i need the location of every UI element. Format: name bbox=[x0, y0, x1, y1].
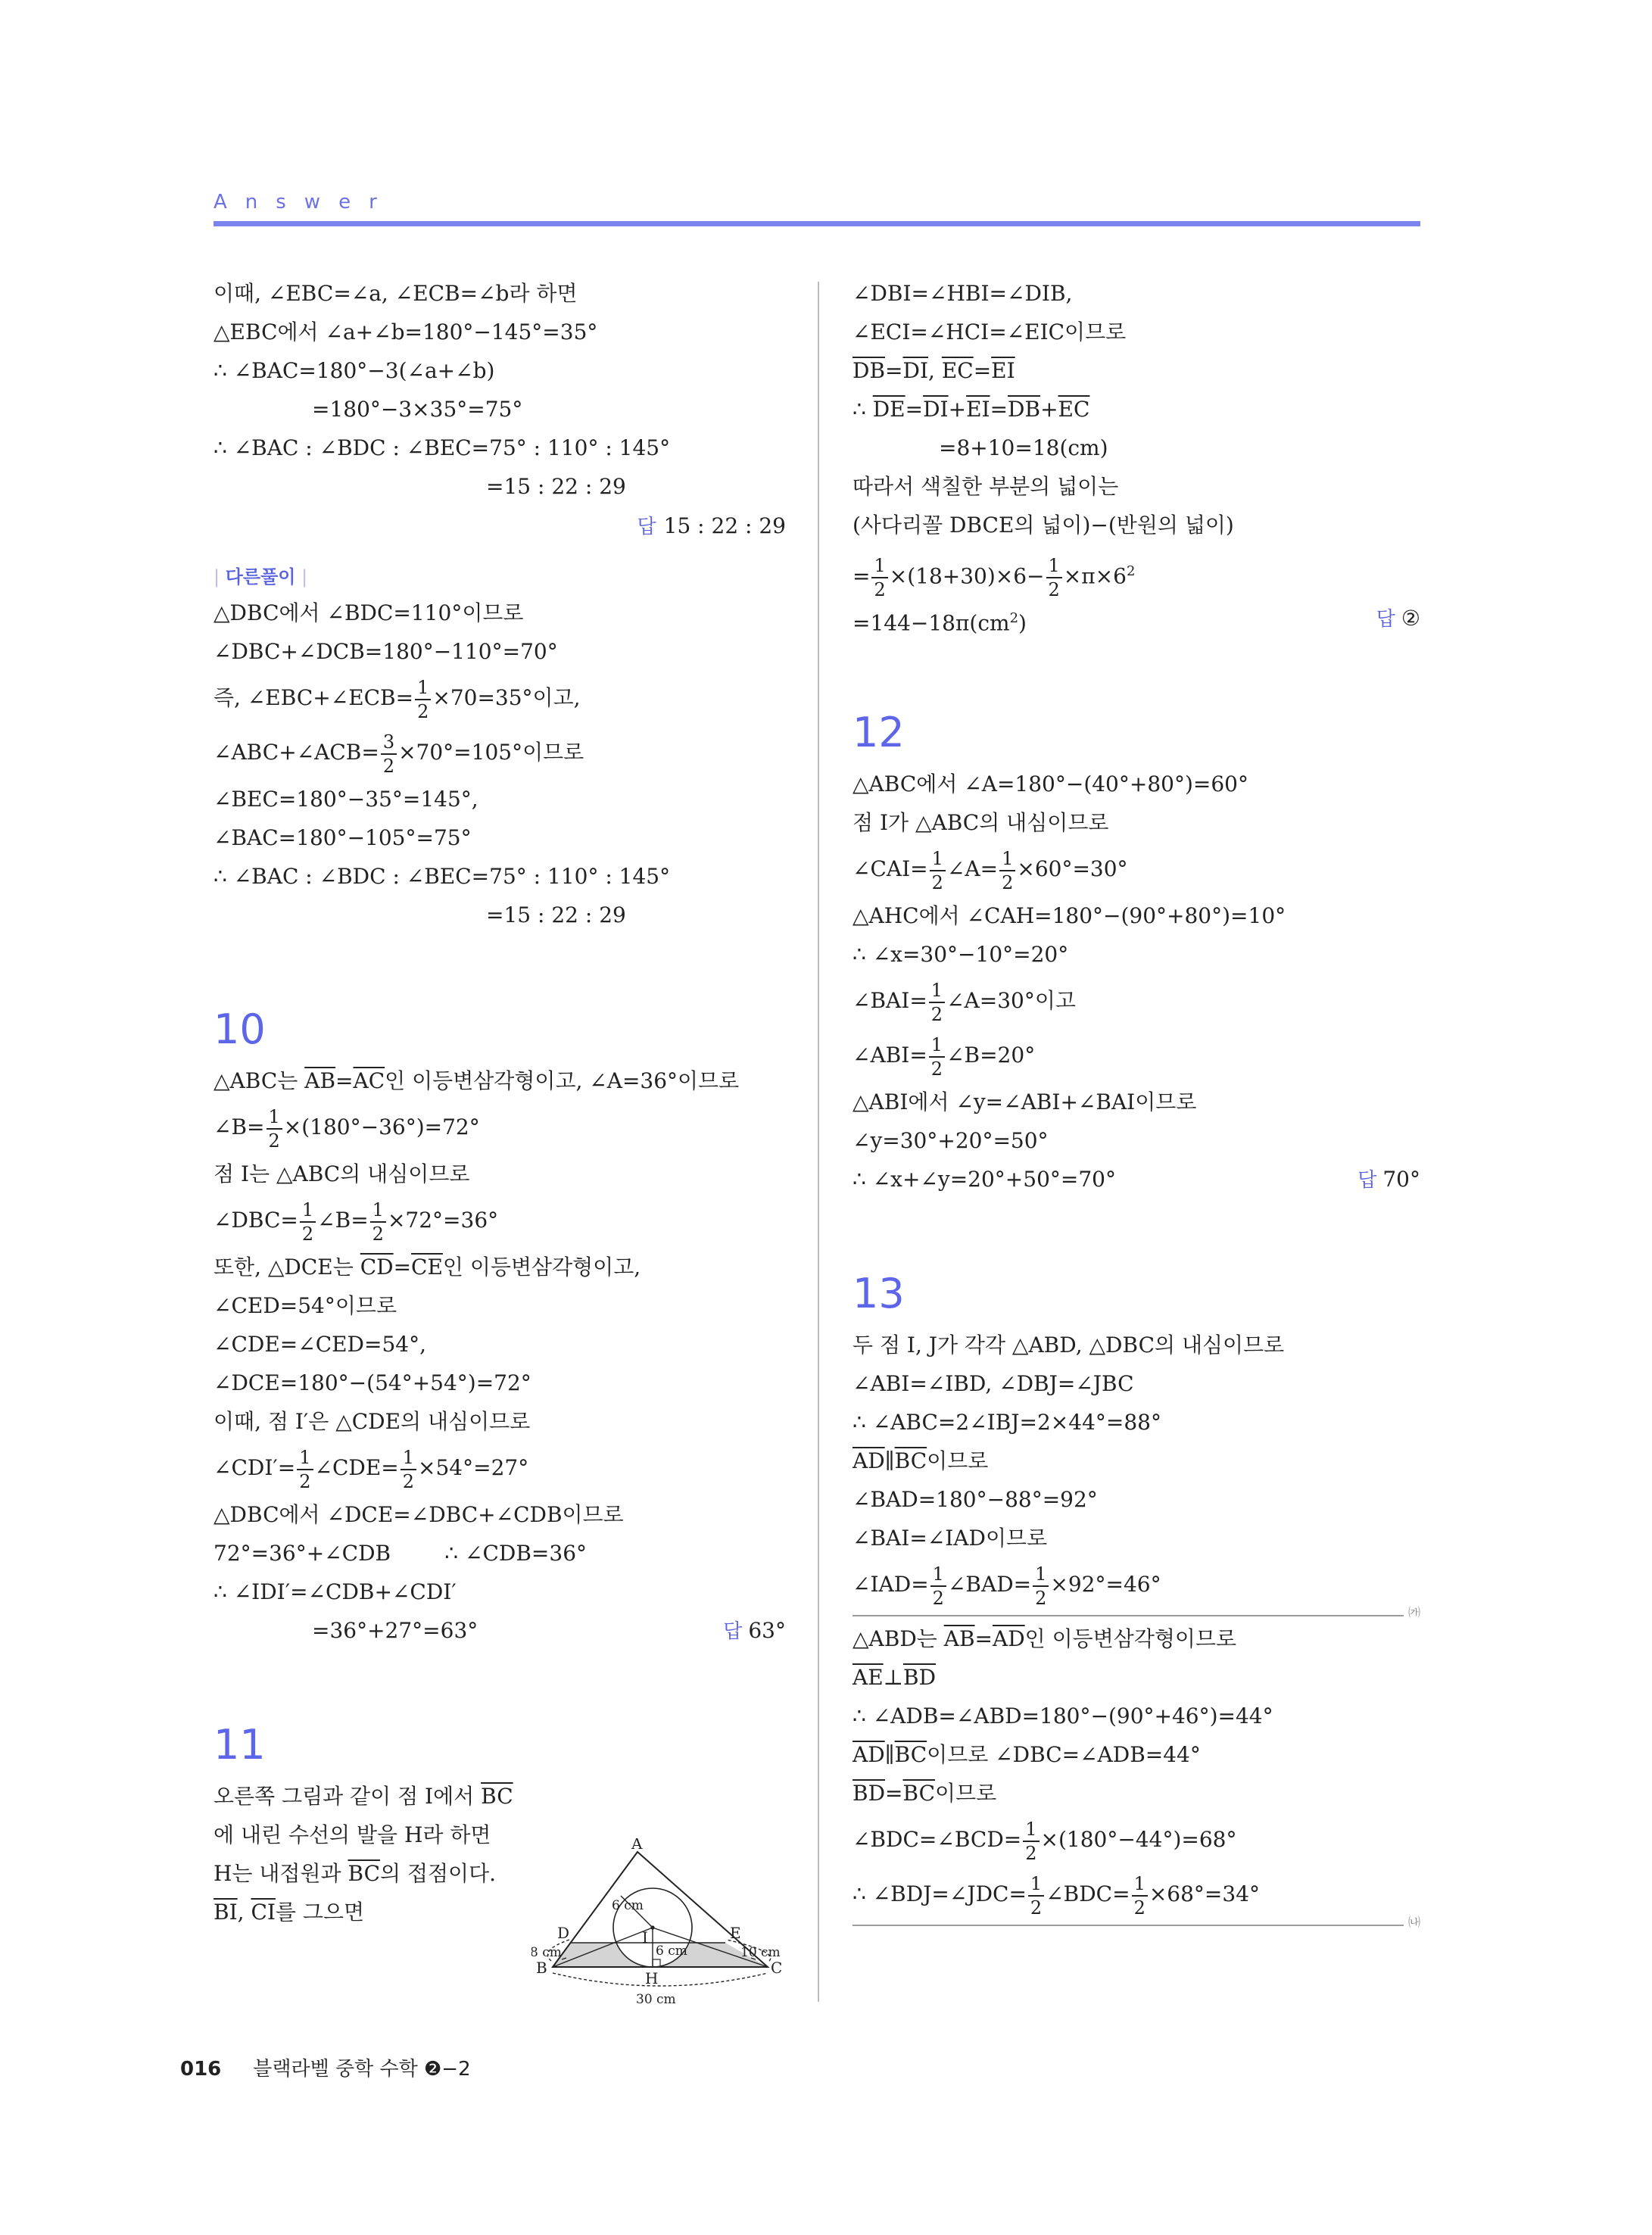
text-line: ∠DBI=∠HBI=∠DIB, bbox=[852, 281, 1073, 306]
text-line: ∠DBC= $\frac{1}{2}$ ∠B= $\frac{1}{2}$ ×72°=36° bbox=[214, 1199, 499, 1245]
text-line: ∠B= $\frac{1}{2}$ ×(180°−36°)=72° bbox=[214, 1105, 480, 1152]
answer-value: 15 : 22 : 29 bbox=[663, 513, 786, 538]
text-line: 오른쪽 그림과 같이 점 I에서 $\overline{BC}$ bbox=[214, 1784, 513, 1809]
text-line: ∠BAD=180°−88°=92° bbox=[852, 1487, 1098, 1512]
right-column bbox=[852, 274, 1420, 1929]
fraction: $\frac{1}{2}$ bbox=[1132, 1875, 1148, 1917]
text-line: ∴ ∠BAC : ∠BDC : ∠BEC=75° : 110° : 145° bbox=[214, 864, 671, 889]
fraction: $\frac{1}{2}$ bbox=[401, 1448, 416, 1491]
length-label: 6 cm bbox=[612, 1898, 644, 1913]
text-line: ∴ ∠ABC=2∠IBJ=2×44°=88° bbox=[852, 1410, 1161, 1435]
step-divider-na bbox=[852, 1915, 1420, 1929]
label-d: D bbox=[557, 1924, 570, 1942]
problem-number-13: 13 bbox=[852, 1270, 905, 1317]
text-line: ∠CDI′= $\frac{1}{2}$ ∠CDE= $\frac{1}{2}$ ×54°=27° bbox=[214, 1446, 529, 1492]
problem-number-10: 10 bbox=[214, 1005, 266, 1053]
text-line: =180°−3×35°=75° bbox=[312, 397, 523, 422]
fraction: $\frac{1}{2}$ bbox=[300, 1201, 316, 1243]
text-line: = $\frac{1}{2}$ ×(18+30)×6− $\frac{1}{2}$ $\times\pi\times 6^2$ bbox=[852, 554, 1136, 600]
fraction: $\frac{1}{2}$ bbox=[930, 1565, 946, 1607]
text-line: ∠DCE=180°−(54°+54°)=72° bbox=[214, 1370, 531, 1395]
fraction: $\frac{1}{2}$ bbox=[1033, 1565, 1049, 1607]
fraction: $\frac{1}{2}$ bbox=[930, 849, 946, 892]
step-divider-ga bbox=[852, 1605, 1420, 1619]
answer-12: 답 70° bbox=[1357, 1167, 1420, 1192]
text-line: 두 점 I, J가 각각 △ABD, △DBC의 내심이므로 bbox=[852, 1333, 1285, 1358]
text-line: ∴ ∠BDJ=∠JDC= $\frac{1}{2}$ ∠BDC= $\frac{1}{2}$ ×68°=34° bbox=[852, 1872, 1261, 1919]
length-label: 8 cm bbox=[531, 1945, 562, 1960]
text-line: ∠IAD= $\frac{1}{2}$ ∠BAD= $\frac{1}{2}$ ×92°=46° bbox=[852, 1563, 1161, 1609]
text-line: ∴ ∠BAC=180°−3(∠a+∠b) bbox=[214, 358, 495, 383]
text-line: =36°+27°=63° 답 63° bbox=[214, 1611, 786, 1650]
triangle-incircle-figure bbox=[531, 1838, 789, 2009]
text-line: ∠DBC+∠DCB=180°−110°=70° bbox=[214, 639, 558, 664]
step-tag: ㈏ bbox=[1404, 1912, 1420, 1930]
text-line: $\overline{AD}\parallel\overline{BC}$이므로 bbox=[852, 1448, 989, 1473]
fraction: $\frac{1}{2}$ bbox=[1046, 556, 1062, 599]
label-e: E bbox=[730, 1924, 741, 1942]
text-line: ∠BDC=∠BCD= $\frac{1}{2}$ ×(180°−44°)=68° bbox=[852, 1818, 1237, 1864]
text-line: (사다리꼴 DBCE의 넓이)−(반원의 넓이) bbox=[852, 513, 1234, 538]
text-line: ∠BAI= $\frac{1}{2}$ ∠A=30°이고 bbox=[852, 979, 1076, 1025]
answer-9 bbox=[214, 506, 786, 547]
label-i: I bbox=[642, 1928, 648, 1947]
text-line: △ABI에서 ∠y=∠ABI+∠BAI이므로 bbox=[852, 1089, 1197, 1114]
text-line: △ABC는 $\overline{AB}=\overline{AC}$인 이등변삼각형이고, ∠A=36°이므로 bbox=[214, 1068, 740, 1093]
figure-svg bbox=[531, 1838, 789, 2009]
text-line: ∴ ∠x=30°−10°=20° bbox=[852, 942, 1069, 967]
text-line: $\overline{BI}$, $\overline{CI}$를 그으면 bbox=[214, 1900, 365, 1925]
text-line: ∠y=30°+20°=50° bbox=[852, 1128, 1049, 1153]
text-line: ∠BAC=180°−105°=75° bbox=[214, 825, 472, 850]
problem-number-12: 12 bbox=[852, 709, 905, 756]
length-label: 30 cm bbox=[636, 1992, 676, 2007]
text-line: 점 I는 △ABC의 내심이므로 bbox=[214, 1161, 470, 1186]
text-line: ∠ECI=∠HCI=∠EIC이므로 bbox=[852, 320, 1127, 344]
label-c: C bbox=[771, 1959, 783, 1977]
text-line: =15 : 22 : 29 bbox=[486, 474, 626, 499]
dim-bc bbox=[553, 1973, 768, 1986]
fraction: $\frac{1}{2}$ bbox=[370, 1201, 386, 1243]
text-line: $\overline{DB}=\overline{DI}$, $\overline{EC}=\overline{EI}$ bbox=[852, 358, 1015, 383]
book-title: 블랙라벨 중학 수학 ❷−2 bbox=[253, 2058, 471, 2081]
fraction: $\frac{1}{2}$ bbox=[1023, 1820, 1039, 1862]
text-line: 에 내린 수선의 발을 H라 하면 bbox=[214, 1822, 491, 1847]
text-line: =8+10=18(cm) bbox=[939, 435, 1108, 460]
fraction: $\frac{3}{2}$ bbox=[381, 733, 397, 775]
text-line: $\overline{AD}\parallel\overline{BC}$이므로 ∠DBC=∠ADB=44° bbox=[852, 1742, 1201, 1767]
text-line: ∴ $\overline{DE}=\overline{DI}+\overline{EI}=\overline{DB}+\overline{EC}$ bbox=[852, 397, 1090, 422]
text-line: ∠BEC=180°−35°=145°, bbox=[214, 787, 478, 812]
fraction: $\frac{1}{2}$ bbox=[267, 1108, 282, 1150]
text-line: H는 내접원과 $\overline{BC}$의 접점이다. bbox=[214, 1861, 497, 1886]
text-line: △ABD는 $\overline{AB}=\overline{AD}$인 이등변삼각형이므로 bbox=[852, 1626, 1237, 1651]
text-line: 72°=36°+∠CDB ∴ ∠CDB=36° bbox=[214, 1541, 588, 1566]
text-line: △DBC에서 ∠BDC=110°이므로 bbox=[214, 600, 524, 625]
text-line: ∠ABI=∠IBD, ∠DBJ=∠JBC bbox=[852, 1371, 1134, 1396]
text-line: ∴ ∠ADB=∠ABD=180°−(90°+46°)=44° bbox=[852, 1704, 1273, 1728]
text-line: =15 : 22 : 29 bbox=[486, 902, 626, 927]
text-line: △DBC에서 ∠DCE=∠DBC+∠CDB이므로 bbox=[214, 1502, 624, 1527]
fraction: $\frac{1}{2}$ bbox=[871, 556, 887, 599]
label-b: B bbox=[536, 1959, 547, 1977]
text-line: 이때, 점 I′은 △CDE의 내심이므로 bbox=[214, 1409, 531, 1434]
text-line: ∴ ∠IDI′=∠CDB+∠CDI′ bbox=[214, 1579, 457, 1604]
text-line: 즉, ∠EBC+∠ECB= $\frac{1}{2}$ ×70=35°이고, bbox=[214, 676, 581, 722]
fraction: $\frac{1}{2}$ bbox=[929, 981, 945, 1024]
alt-solution-label: | 다른풀이 | bbox=[214, 566, 308, 588]
point-i bbox=[650, 1925, 654, 1929]
problem-number-11: 11 bbox=[214, 1721, 266, 1769]
text-line: ∠ABC+∠ACB= $\frac{3}{2}$ ×70°=105°이므로 bbox=[214, 731, 584, 777]
answer-10: 답 63° bbox=[723, 1618, 786, 1643]
step-tag: ㈎ bbox=[1404, 1603, 1420, 1620]
text-line: 이때, ∠EBC=∠a, ∠ECB=∠b라 하면 bbox=[214, 281, 578, 306]
text-line: ∠CDE=∠CED=54°, bbox=[214, 1332, 426, 1357]
header-answer-label: Answer bbox=[214, 191, 395, 214]
text-line: △EBC에서 ∠a+∠b=180°−145°=35° bbox=[214, 320, 598, 344]
text-line: 점 I가 △ABC의 내심이므로 bbox=[852, 810, 1109, 835]
column-divider bbox=[818, 282, 819, 2002]
page-footer bbox=[180, 2053, 471, 2081]
label-a: A bbox=[631, 1838, 643, 1853]
text-line: 또한, △DCE는 $\overline{CD}=\overline{CE}$인 이등변삼각형이고, bbox=[214, 1255, 641, 1280]
text-line: $=144-18\pi(cm^2)$ 답 ② bbox=[852, 599, 1420, 637]
fraction: $\frac{1}{2}$ bbox=[297, 1448, 313, 1491]
text-line: ∴ ∠BAC : ∠BDC : ∠BEC=75° : 110° : 145° bbox=[214, 435, 671, 460]
fraction: $\frac{1}{2}$ bbox=[999, 849, 1015, 892]
answer-prev: 답 ② bbox=[1376, 606, 1420, 631]
left-column bbox=[214, 274, 786, 1931]
text-line: ∴ ∠x+∠y=20°+50°=70° 답 70° bbox=[852, 1160, 1420, 1199]
text-line: ∠BAI=∠IAD이므로 bbox=[852, 1526, 1048, 1551]
text-line: ∠ABI= $\frac{1}{2}$ ∠B=20° bbox=[852, 1033, 1036, 1080]
fraction: $\frac{1}{2}$ bbox=[415, 678, 431, 721]
page-number: 016 bbox=[180, 2058, 222, 2081]
length-label: 10 cm bbox=[740, 1945, 781, 1960]
text-line: △ABC에서 ∠A=180°−(40°+80°)=60° bbox=[852, 771, 1248, 796]
text-line: 따라서 색칠한 부분의 넓이는 bbox=[852, 474, 1119, 499]
text-line: $\overline{BD}=\overline{BC}$이므로 bbox=[852, 1781, 997, 1806]
fraction: $\frac{1}{2}$ bbox=[929, 1036, 945, 1078]
text-line: ∠CAI= $\frac{1}{2}$ ∠A= $\frac{1}{2}$ ×60°=30° bbox=[852, 847, 1128, 893]
text-line: △AHC에서 ∠CAH=180°−(90°+80°)=10° bbox=[852, 903, 1286, 928]
label-h: H bbox=[645, 1969, 659, 1987]
text-line: $\overline{AE}\perp\overline{BD}$ bbox=[852, 1665, 937, 1690]
length-label: 6 cm bbox=[656, 1944, 687, 1959]
answer-label: 답 bbox=[637, 516, 656, 538]
header-rule bbox=[214, 221, 1420, 226]
fraction: $\frac{1}{2}$ bbox=[1028, 1875, 1044, 1917]
text-line: ∠CED=54°이므로 bbox=[214, 1293, 397, 1318]
